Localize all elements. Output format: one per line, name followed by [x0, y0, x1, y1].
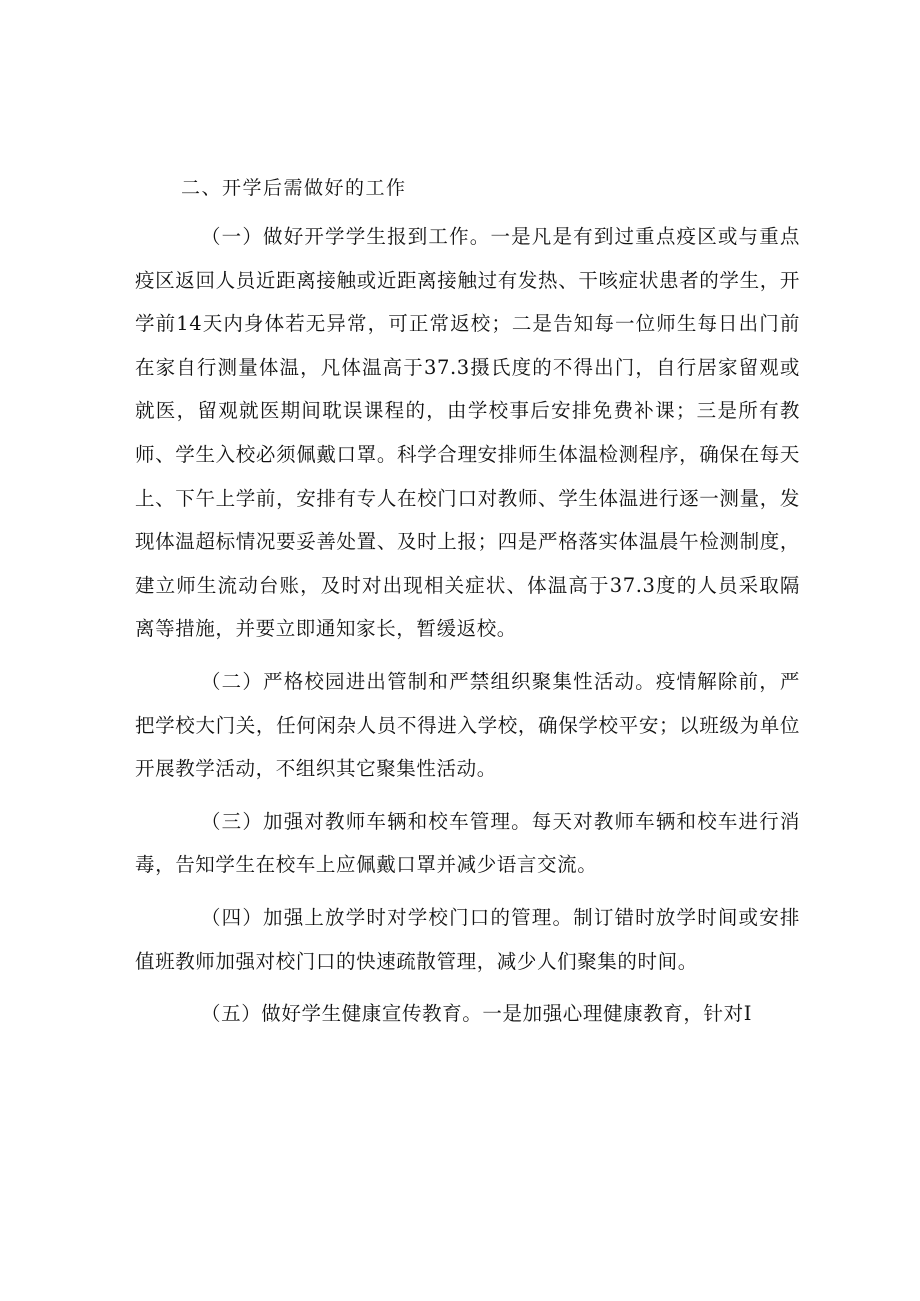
paragraph-campus-access-control: （二）严格校园进出管制和严禁组织聚集性活动。疫情解除前，严把学校大门关，任何闲杂人员不得进入学校，确保学校平安；以班级为单位开展教学活动，不组织其它聚集性活动。 — [135, 669, 800, 781]
paragraph-vehicle-management: （三）加强对教师车辆和校车管理。每天对教师车辆和校车进行消毒，告知学生在校车上应佩戴口罩并减少语言交流。 — [135, 809, 800, 877]
section-heading: 二、开学后需做好的工作 — [181, 177, 407, 199]
document-body — [135, 170, 800, 1036]
paragraph-school-gate-management: （四）加强上放学时对学校门口的管理。制订错时放学时间或安排值班教师加强对校门口的快速疏散管理，减少人们聚集的时间。 — [135, 905, 800, 973]
paragraph-student-registration: （一）做好开学学生报到工作。一是凡是有到过重点疫区或与重点疫区返回人员近距离接触或近距离接触过有发热、干咳症状患者的学生，开学前14天内身体若无异常，可正常返校；二是告知每一位师生每日出门前在家自行测量体温，凡体温高于37.3摄氏度的不得出门，自行居家留观或就医，留观就医期间耽误课程的，由学校事后安排免费补课；三是所有教师、学生入校必须佩戴口罩。科学合理安排师生体温检测程序，确保在每天上、下午上学前，安排有专人在校门口对教师、学生体温进行逐一测量，发现体温超标情况要妥善处置、及时上报；四是严格落实体温晨午检测制度，建立师生流动台账，及时对出现相关症状、体温高于37.3度的人员采取隔离等措施，并要立即通知家长，暂缓返校。 — [135, 225, 800, 641]
paragraph-health-education: （五）做好学生健康宣传教育。一是加强心理健康教育，针对I — [201, 1002, 753, 1026]
